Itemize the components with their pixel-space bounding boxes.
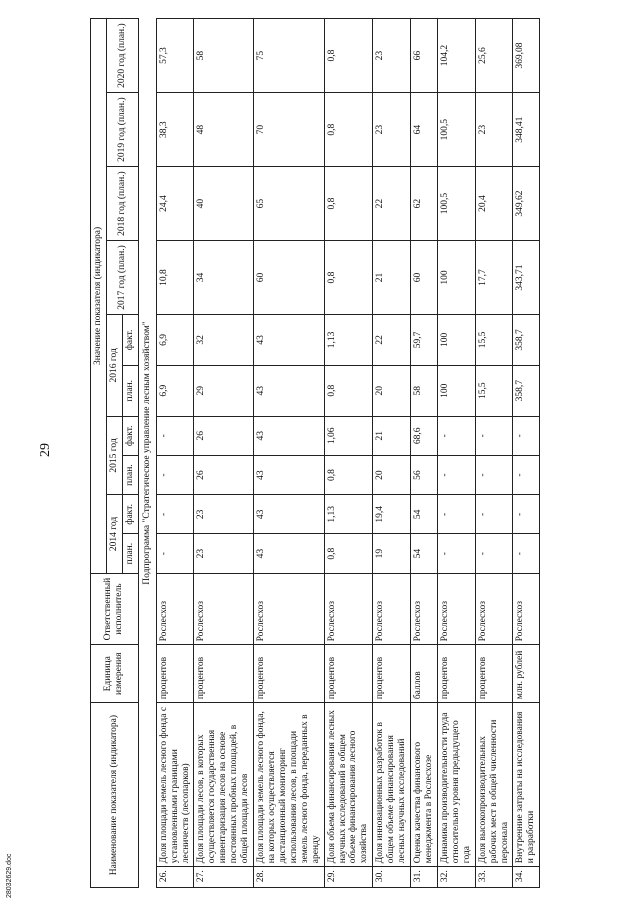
unit-cell: процентов (254, 645, 325, 703)
value-cell: 43 (254, 495, 325, 534)
value-cell: 348,41 (513, 93, 540, 167)
value-cell: - (513, 416, 540, 455)
row-number: 27. (194, 867, 254, 888)
value-cell: 25,6 (475, 19, 513, 93)
table-row (437, 19, 475, 888)
value-cell: 23 (373, 19, 411, 93)
value-cell: 56 (411, 455, 438, 494)
executor-cell: Рослесхоз (411, 573, 438, 645)
value-cell: 0,8 (324, 365, 373, 416)
value-cell: 0,8 (324, 93, 373, 167)
value-cell: 54 (411, 534, 438, 573)
value-cell: 21 (373, 241, 411, 315)
value-cell: 17,7 (475, 241, 513, 315)
value-cell: 15,5 (475, 365, 513, 416)
value-cell: 40 (194, 167, 254, 241)
value-cell: - (437, 416, 475, 455)
table-row (254, 19, 325, 888)
value-cell: - (156, 534, 194, 573)
subprogram-title: Подпрограмма "Стратегическое управление лесным хозяйством" (138, 19, 156, 888)
value-cell: 54 (411, 495, 438, 534)
indicator-name: Доля инновационных разработок в общем объеме финансирования лесных научных исследований (373, 703, 411, 867)
value-cell: 1,06 (324, 416, 373, 455)
value-cell: 22 (373, 167, 411, 241)
value-cell: 68,6 (411, 416, 438, 455)
table-row (194, 19, 254, 888)
unit-cell: процентов (475, 645, 513, 703)
value-cell: 43 (254, 314, 325, 365)
value-cell: 6,9 (156, 365, 194, 416)
value-cell: 34 (194, 241, 254, 315)
value-cell: 15,5 (475, 314, 513, 365)
value-cell: 59,7 (411, 314, 438, 365)
value-cell: 24,4 (156, 167, 194, 241)
value-cell: 43 (254, 365, 325, 416)
header-2020: 2020 год (план.) (106, 19, 138, 93)
executor-cell: Рослесхоз (373, 573, 411, 645)
value-cell: - (513, 534, 540, 573)
value-cell: 369,08 (513, 19, 540, 93)
row-number: 29. (324, 867, 373, 888)
header-name: Наименование показателя (индикатора) (91, 703, 139, 888)
table-row (513, 19, 540, 888)
value-cell: - (156, 416, 194, 455)
row-number: 34. (513, 867, 540, 888)
value-cell: 6,9 (156, 314, 194, 365)
table-row (475, 19, 513, 888)
unit-cell: процентов (373, 645, 411, 703)
table-row (156, 19, 194, 888)
row-number: 28. (254, 867, 325, 888)
value-cell: 20,4 (475, 167, 513, 241)
indicator-name: Внутренние затраты на исследования и разработки (513, 703, 540, 867)
value-cell: - (156, 495, 194, 534)
header-executor: Ответственный исполнитель (91, 573, 139, 645)
header-2019: 2019 год (план.) (106, 93, 138, 167)
executor-cell: Рослесхоз (475, 573, 513, 645)
value-cell: 104,2 (437, 19, 475, 93)
value-cell: 62 (411, 167, 438, 241)
value-cell: 1,13 (324, 495, 373, 534)
value-cell: 0,8 (324, 167, 373, 241)
table-row (411, 19, 438, 888)
value-cell: 100 (437, 314, 475, 365)
value-cell: 1,13 (324, 314, 373, 365)
rotated-table-wrapper (90, 18, 630, 888)
value-cell: 38,3 (156, 93, 194, 167)
table-row (373, 19, 411, 888)
value-cell: 21 (373, 416, 411, 455)
indicators-table (90, 18, 540, 888)
value-cell: 23 (373, 93, 411, 167)
indicator-name: Оценка качества финансового менеджмента в Рослесхозе (411, 703, 438, 867)
value-cell: 19,4 (373, 495, 411, 534)
indicator-name: Доля площади земель лесного фонда с установленными границами лесничеств (лесопарков) (156, 703, 194, 867)
row-number: 33. (475, 867, 513, 888)
value-cell: 100,5 (437, 167, 475, 241)
value-cell: - (437, 455, 475, 494)
value-cell: 358,7 (513, 365, 540, 416)
value-cell: 65 (254, 167, 325, 241)
indicator-name: Доля высокопроизводительных рабочих мест в общей численности персонала (475, 703, 513, 867)
unit-cell: процентов (194, 645, 254, 703)
value-cell: 29 (194, 365, 254, 416)
header-2016: 2016 год (106, 314, 122, 416)
value-cell: 100 (437, 365, 475, 416)
value-cell: - (156, 455, 194, 494)
value-cell: 349,62 (513, 167, 540, 241)
value-cell: 32 (194, 314, 254, 365)
value-cell: - (475, 455, 513, 494)
header-2018: 2018 год (план.) (106, 167, 138, 241)
header-unit: Единица измерения (91, 645, 139, 703)
value-cell: 0,8 (324, 534, 373, 573)
value-cell: - (475, 534, 513, 573)
value-cell: 358,7 (513, 314, 540, 365)
header-fact: факт. (122, 416, 138, 455)
row-number: 26. (156, 867, 194, 888)
value-cell: 343,71 (513, 241, 540, 315)
indicator-name: Динамика производительности труда относительно уровня предыдущего года (437, 703, 475, 867)
value-cell: 0,8 (324, 19, 373, 93)
unit-cell: процентов (156, 645, 194, 703)
value-cell: 23 (194, 495, 254, 534)
value-cell: 0,8 (324, 455, 373, 494)
executor-cell: Рослесхоз (156, 573, 194, 645)
value-cell: 58 (411, 365, 438, 416)
value-cell: 48 (194, 93, 254, 167)
value-cell: 43 (254, 534, 325, 573)
header-2017: 2017 год (план.) (106, 241, 138, 315)
unit-cell: процентов (324, 645, 373, 703)
footer-filename: 28032629.doc (6, 853, 13, 898)
indicator-name: Доля площади земель лесного фонда, на которых осуществляется дистанционный мониторинг использования лесов, в площади земель лесного фонда, переданных в аренду (254, 703, 325, 867)
table-row (324, 19, 373, 888)
value-cell: 66 (411, 19, 438, 93)
page-number: 29 (38, 443, 53, 457)
value-cell: - (513, 455, 540, 494)
header-2014: 2014 год (106, 495, 122, 574)
value-cell: 0,8 (324, 241, 373, 315)
value-cell: 10,8 (156, 241, 194, 315)
header-plan: план. (122, 365, 138, 416)
value-cell: 100,5 (437, 93, 475, 167)
value-cell: 20 (373, 455, 411, 494)
executor-cell: Рослесхоз (437, 573, 475, 645)
value-cell: 23 (475, 93, 513, 167)
unit-cell: млн. рублей (513, 645, 540, 703)
value-cell: 43 (254, 455, 325, 494)
header-fact: факт. (122, 314, 138, 365)
value-cell: 60 (254, 241, 325, 315)
value-cell: 26 (194, 455, 254, 494)
value-cell: 60 (411, 241, 438, 315)
value-cell: - (437, 534, 475, 573)
header-plan: план. (122, 455, 138, 494)
unit-cell: баллов (411, 645, 438, 703)
unit-cell: процентов (437, 645, 475, 703)
executor-cell: Рослесхоз (254, 573, 325, 645)
value-cell: 64 (411, 93, 438, 167)
value-cell: - (513, 495, 540, 534)
executor-cell: Рослесхоз (513, 573, 540, 645)
value-cell: 19 (373, 534, 411, 573)
indicator-name: Доля объема финансирования лесных научных исследований в общем объеме финансирования лесного хозяйства (324, 703, 373, 867)
value-cell: - (475, 416, 513, 455)
value-cell: 75 (254, 19, 325, 93)
header-plan: план. (122, 534, 138, 573)
row-number: 30. (373, 867, 411, 888)
value-cell: 23 (194, 534, 254, 573)
value-cell: 100 (437, 241, 475, 315)
executor-cell: Рослесхоз (194, 573, 254, 645)
value-cell: 43 (254, 416, 325, 455)
value-cell: 20 (373, 365, 411, 416)
row-number: 32. (437, 867, 475, 888)
value-cell: 22 (373, 314, 411, 365)
header-2015: 2015 год (106, 416, 122, 495)
value-cell: 70 (254, 93, 325, 167)
value-cell: - (475, 495, 513, 534)
indicator-name: Доля площади лесов, в которых осуществляется государственная инвентаризация лесов на основе постоянных пробных площадей, в общей площади лесов (194, 703, 254, 867)
row-number: 31. (411, 867, 438, 888)
value-cell: 57,3 (156, 19, 194, 93)
value-cell: 58 (194, 19, 254, 93)
value-cell: - (437, 495, 475, 534)
header-values: Значение показателя (индикатора) (91, 19, 107, 574)
header-fact: факт. (122, 495, 138, 534)
executor-cell: Рослесхоз (324, 573, 373, 645)
value-cell: 26 (194, 416, 254, 455)
